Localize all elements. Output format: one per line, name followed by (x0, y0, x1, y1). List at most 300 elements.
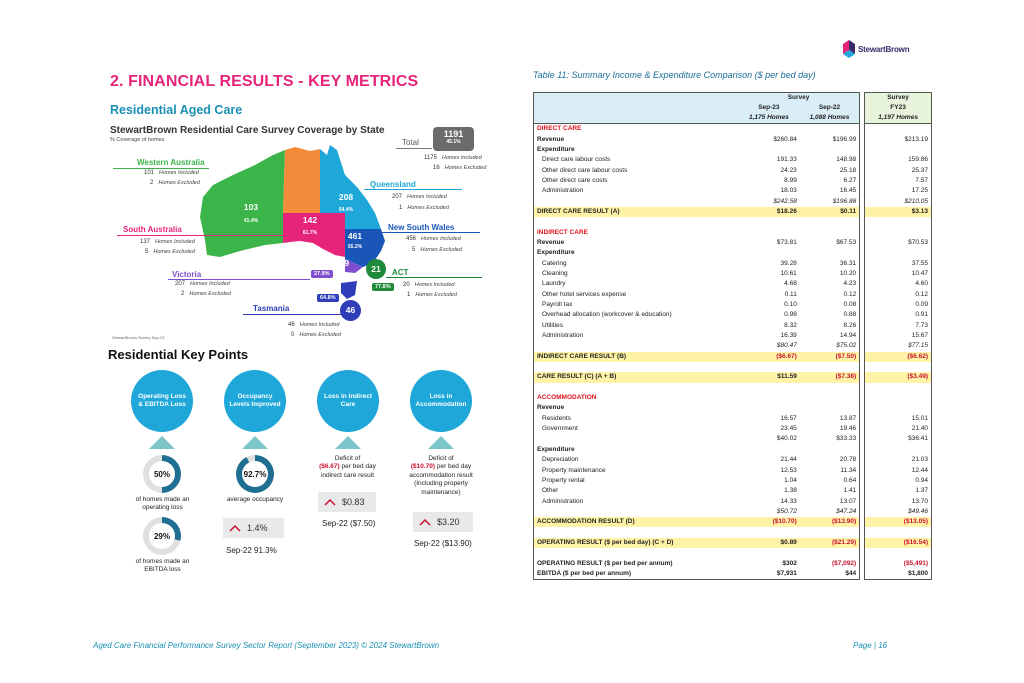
row-value: 13.07 (800, 496, 860, 506)
row-label: Administration (534, 496, 738, 506)
tas-excluded: 0 Homes Excluded (291, 332, 341, 338)
row-value (800, 403, 860, 413)
page-number: Page | 16 (853, 641, 888, 650)
row-value: $1,800 (865, 569, 932, 580)
row-value (865, 124, 932, 135)
row-value: 21.40 (865, 424, 932, 434)
qld-pct: 64.4% (338, 207, 354, 213)
row-value: 7.73 (865, 321, 932, 331)
row-value: ($21.29) (800, 538, 860, 548)
nsw-label: New South Wales (388, 223, 455, 232)
row-label: ACCOMMODATION (534, 393, 738, 403)
row-label: Expenditure (534, 145, 738, 155)
row-label: Laundry (534, 279, 738, 289)
kp-accommodation-prev: Sep-22 ($13.90) (414, 539, 472, 548)
row-label: OPERATING RESULT ($ per bed per annum) (534, 558, 738, 568)
row-value (738, 124, 800, 135)
summary-income-expenditure-table (533, 92, 932, 580)
sa-label: South Australia (123, 225, 182, 234)
row-label: Depreciation (534, 455, 738, 465)
row-value (865, 548, 932, 558)
table-row (534, 341, 932, 351)
row-value: 4.68 (784, 280, 797, 288)
trend-up-icon (229, 524, 241, 532)
sa-included: 137 Homes Included (140, 239, 195, 245)
kp-accommodation-deficit: Deficit of ($10.70) per bed day accommodation result (Including property maintenance) (409, 455, 473, 496)
kp-occupancy-ring: 92.7% (236, 455, 274, 493)
kp-arrow-icon (149, 436, 175, 449)
kp-indirect-care-change: $0.83 (318, 492, 376, 512)
table-row (534, 434, 932, 444)
row-value: 8.32 (784, 321, 797, 329)
row-label: Property rental (534, 476, 738, 486)
row-label: ACCOMMODATION RESULT (D) (534, 517, 738, 527)
row-value: 0.12 (865, 290, 932, 300)
row-value: 39.28 (780, 259, 797, 267)
row-value (738, 393, 800, 403)
row-value: 12.44 (865, 465, 932, 475)
row-value: 14.33 (780, 497, 797, 505)
table-header-row-1: Survey Survey (534, 93, 932, 104)
row-value: 0.88 (800, 310, 860, 320)
row-value (800, 548, 860, 558)
table-row (534, 476, 932, 486)
row-label: DIRECT CARE (534, 124, 738, 135)
vic-excluded: 2 Homes Excluded (181, 291, 231, 297)
row-value: $70.53 (865, 238, 932, 248)
row-value (865, 217, 932, 227)
row-value (865, 445, 932, 455)
row-value: $11.59 (738, 372, 800, 382)
table-row (534, 269, 932, 279)
row-value (865, 383, 932, 393)
table-row (534, 527, 932, 537)
row-value: 16.57 (780, 414, 797, 422)
row-value: ($7,092) (800, 558, 860, 568)
row-value (738, 445, 800, 455)
row-value: 0.08 (800, 300, 860, 310)
nsw-pct: 55.2% (347, 244, 363, 250)
table-row (534, 207, 932, 217)
trend-up-icon (324, 498, 336, 506)
row-value: ($13.05) (865, 517, 932, 527)
sa-line (117, 235, 287, 236)
row-value: 0.94 (865, 476, 932, 486)
table-row (534, 217, 932, 227)
kp-ebitda-loss-text: of homes made an EBITDA loss (135, 558, 190, 574)
row-label: Payroll tax (534, 300, 738, 310)
row-value (800, 248, 860, 258)
tas-badge: 46 (340, 300, 361, 321)
act-included: 20 Homes Included (403, 282, 455, 288)
row-value: $44 (800, 569, 860, 580)
act-excluded: 1 Homes Excluded (407, 292, 457, 298)
row-value: 4.60 (865, 279, 932, 289)
kp-indirect-care-circle: Loss in Indirect Care (317, 370, 379, 432)
row-value: ($5,491) (865, 558, 932, 568)
row-value (738, 217, 800, 227)
row-value (865, 145, 932, 155)
row-label (534, 196, 738, 206)
row-value: $3.13 (865, 207, 932, 217)
row-value: 25.18 (800, 165, 860, 175)
sa-count: 142 (302, 215, 318, 225)
vic-line (168, 279, 310, 280)
row-label: Cleaning (534, 269, 738, 279)
row-value (800, 383, 860, 393)
row-value: $49.46 (865, 507, 932, 517)
row-label: INDIRECT CARE (534, 227, 738, 237)
trend-up-icon (419, 518, 431, 526)
row-value: 21.03 (865, 455, 932, 465)
row-value: 37.55 (865, 258, 932, 268)
row-value: 0.91 (865, 310, 932, 320)
table-row (534, 145, 932, 155)
table-row (534, 124, 932, 135)
table-row (534, 134, 932, 144)
kp-occupancy-circle: Occupancy Levels Improved (224, 370, 286, 432)
row-value: 0.09 (865, 300, 932, 310)
wa-excluded: 2 Homes Excluded (150, 180, 200, 186)
table-row (534, 238, 932, 248)
row-label: Government (534, 424, 738, 434)
table-row (534, 352, 932, 362)
row-value: 6.27 (800, 176, 860, 186)
kp-indirect-care-deficit: Deficit of ($6.67) per bed day indirect care result (319, 455, 376, 479)
row-label (534, 527, 738, 537)
row-value: 14.94 (800, 331, 860, 341)
vic-included: 207 Homes Included (175, 281, 230, 287)
row-value (800, 124, 860, 135)
row-value: 16.39 (780, 332, 797, 340)
row-label (534, 217, 738, 227)
nsw-excluded: 5 Homes Excluded (412, 247, 462, 253)
vic-count: 209 (334, 258, 350, 268)
row-value: 13.87 (800, 414, 860, 424)
row-value: 21.44 (780, 456, 797, 464)
qld-line (364, 189, 462, 190)
tas-pct-badge: 64.8% (317, 294, 339, 302)
coverage-note: % Coverage of homes (110, 137, 165, 143)
row-label: OPERATING RESULT ($ per bed day) (C + D) (534, 538, 738, 548)
map-source: StewartBrown Survey Sep-23 (112, 335, 165, 340)
row-value: 191.33 (776, 156, 797, 164)
row-value: 36.31 (800, 258, 860, 268)
vic-pct-badge: 27.9% (311, 270, 333, 278)
total-label: Total (402, 138, 419, 147)
wa-line (113, 168, 209, 169)
row-label: Property maintenance (534, 465, 738, 475)
row-value: $80.47 (776, 342, 797, 350)
row-value: $75.02 (800, 341, 860, 351)
row-value: $210.05 (865, 196, 932, 206)
table-row (534, 507, 932, 517)
table-row (534, 196, 932, 206)
qld-excluded: 1 Homes Excluded (399, 205, 449, 211)
row-value (738, 362, 800, 372)
row-label: Administration (534, 186, 738, 196)
row-value: $196.88 (800, 196, 860, 206)
row-label: Other direct care labour costs (534, 165, 738, 175)
table-row (534, 310, 932, 320)
row-value: ($10.70) (738, 517, 800, 527)
kp-operating-loss-text: of homes made an operating loss (135, 496, 190, 512)
row-value: 1.04 (784, 476, 797, 484)
total-badge: 1191 45.1% (433, 127, 474, 151)
row-value (865, 393, 932, 403)
row-value (738, 248, 800, 258)
total-included: 1175 Homes Included (424, 155, 482, 161)
row-value: $77.15 (865, 341, 932, 351)
nsw-included: 456 Homes Included (406, 236, 461, 242)
row-value: 20.78 (800, 455, 860, 465)
kp-arrow-icon (335, 436, 361, 449)
table-row (534, 383, 932, 393)
table-row (534, 279, 932, 289)
table-header-row-3: 1,175 Homes 1,088 Homes 1,197 Homes (534, 113, 932, 124)
table-row (534, 186, 932, 196)
row-value: 10.61 (780, 269, 797, 277)
qld-label: Queensland (370, 180, 416, 189)
kp-arrow-icon (428, 436, 454, 449)
kp-occupancy-prev: Sep-22 91.3% (226, 546, 277, 555)
act-label: ACT (392, 268, 409, 277)
table-row (534, 227, 932, 237)
row-value (800, 362, 860, 372)
tas-label: Tasmania (253, 304, 290, 313)
table-row (534, 414, 932, 424)
row-value: $0.89 (738, 538, 800, 548)
row-value: 1.38 (784, 487, 797, 495)
row-label: Catering (534, 258, 738, 268)
row-label: Other hotel services expense (534, 290, 738, 300)
table-row (534, 558, 932, 568)
tas-included: 46 Homes Included (288, 322, 340, 328)
row-value: $67.53 (800, 238, 860, 248)
row-value: 10.47 (865, 269, 932, 279)
row-value: 10.20 (800, 269, 860, 279)
row-value: $47.24 (800, 507, 860, 517)
row-value: $36.41 (865, 434, 932, 444)
row-value: 0.11 (784, 290, 797, 298)
row-value: 17.25 (865, 186, 932, 196)
nsw-count: 461 (347, 231, 363, 241)
table-row (534, 176, 932, 186)
table-row (534, 538, 932, 548)
row-value: $260.84 (773, 135, 797, 143)
row-value: $18.26 (738, 207, 800, 217)
table-row (534, 455, 932, 465)
vic-label: Victoria (172, 270, 202, 279)
row-value (865, 227, 932, 237)
company-logo (843, 40, 909, 58)
kp-indirect-care-prev: Sep-22 ($7.50) (322, 519, 376, 528)
row-value: $302 (782, 559, 797, 567)
table-row (534, 362, 932, 372)
qld-included: 207 Homes Included (392, 194, 447, 200)
row-value: $0.11 (800, 207, 860, 217)
row-value: 1.41 (800, 486, 860, 496)
table-row (534, 486, 932, 496)
row-value: 8.26 (800, 321, 860, 331)
table-row (534, 445, 932, 455)
row-label (534, 383, 738, 393)
row-label: EBITDA ($ per bed per annum) (534, 569, 738, 580)
row-value (738, 145, 800, 155)
table-row (534, 393, 932, 403)
row-label (534, 434, 738, 444)
row-value: ($7.38) (800, 372, 860, 382)
wa-count: 103 (243, 202, 259, 212)
row-value: 18.03 (780, 187, 797, 195)
row-value: 15.01 (865, 414, 932, 424)
kp-occupancy-change: 1.4% (223, 518, 284, 538)
row-label: Other direct care costs (534, 176, 738, 186)
row-value (800, 217, 860, 227)
map-northern-territory (283, 147, 320, 213)
section-subtitle: Residential Aged Care (110, 103, 243, 117)
row-label: Other (534, 486, 738, 496)
row-label: Revenue (534, 403, 738, 413)
row-value (738, 527, 800, 537)
row-value: $7,931 (738, 569, 800, 580)
row-label (534, 507, 738, 517)
row-label: Residents (534, 414, 738, 424)
row-value: 19.46 (800, 424, 860, 434)
row-value (738, 403, 800, 413)
row-value: $33.33 (800, 434, 860, 444)
page-title: 2. FINANCIAL RESULTS - KEY METRICS (110, 73, 419, 90)
table-row (534, 248, 932, 258)
table-row (534, 403, 932, 413)
table-row (534, 424, 932, 434)
table-row (534, 300, 932, 310)
table-row (534, 496, 932, 506)
key-points-title: Residential Key Points (108, 347, 249, 362)
row-value: 13.70 (865, 496, 932, 506)
row-label: CARE RESULT (C) (A + B) (534, 372, 738, 382)
act-badge: 21 (366, 259, 386, 279)
kp-ebitda-loss-ring: 29% (143, 517, 181, 555)
sa-pct: 61.7% (302, 230, 318, 236)
row-label (534, 362, 738, 372)
table-row (534, 331, 932, 341)
total-excluded: 16 Homes Excluded (433, 165, 487, 171)
row-value (800, 527, 860, 537)
row-value (865, 527, 932, 537)
table-row (534, 569, 932, 580)
row-value: 25.37 (865, 165, 932, 175)
row-label (534, 341, 738, 351)
row-value: 148.98 (800, 155, 860, 165)
kp-accommodation-circle: Loss in Accommodation (410, 370, 472, 432)
row-value: ($6.67) (738, 352, 800, 362)
row-value (865, 362, 932, 372)
row-value: 11.34 (800, 465, 860, 475)
table-caption: Table 11: Summary Income & Expenditure Comparison ($ per bed day) (533, 70, 816, 80)
sa-excluded: 5 Homes Excluded (145, 249, 195, 255)
row-value: 0.10 (784, 301, 797, 309)
map-tasmania (341, 281, 357, 299)
row-label: Utilities (534, 321, 738, 331)
wa-pct: 41.4% (243, 218, 259, 224)
row-value: 8.99 (784, 176, 797, 184)
table-header-row-2: Sep-23 Sep-22 FY23 (534, 103, 932, 113)
row-value (738, 383, 800, 393)
qld-count: 208 (338, 192, 354, 202)
row-value (800, 393, 860, 403)
row-value: 7.57 (865, 176, 932, 186)
row-value (865, 403, 932, 413)
kp-operating-loss-ring: 50% (143, 455, 181, 493)
kp-accommodation-change: $3.20 (413, 512, 473, 532)
row-value (800, 145, 860, 155)
row-label: Expenditure (534, 248, 738, 258)
row-value: $40.02 (776, 435, 797, 443)
row-label: Overhead allocation (workcover & education) (534, 310, 738, 320)
row-value: 24.23 (780, 166, 797, 174)
row-value (800, 227, 860, 237)
row-value: 23.45 (780, 425, 797, 433)
row-value: $213.19 (865, 134, 932, 144)
table-row (534, 465, 932, 475)
row-value (865, 248, 932, 258)
logo-text: StewartBrown (858, 44, 910, 54)
table-row (534, 517, 932, 527)
table-row (534, 155, 932, 165)
footer-text: Aged Care Financial Performance Survey Sector Report (September 2023) © 2024 StewartBrown (93, 641, 440, 650)
row-label: Administration (534, 331, 738, 341)
act-line (386, 277, 482, 278)
row-label (534, 548, 738, 558)
wa-included: 101 Homes Included (144, 170, 199, 176)
tas-line (243, 314, 341, 315)
row-value: 0.98 (784, 311, 797, 319)
table-row (534, 290, 932, 300)
nsw-line (380, 232, 480, 233)
row-label: Direct care labour costs (534, 155, 738, 165)
row-value: ($3.49) (865, 372, 932, 382)
row-value: 159.86 (865, 155, 932, 165)
row-value: 16.45 (800, 186, 860, 196)
row-value: 1.37 (865, 486, 932, 496)
coverage-title: StewartBrown Residential Care Survey Coverage by State (110, 125, 385, 136)
row-value: 0.64 (800, 476, 860, 486)
row-value: 4.23 (800, 279, 860, 289)
table-row (534, 372, 932, 382)
row-value: $50.72 (776, 507, 797, 515)
table-row (534, 165, 932, 175)
row-value: ($6.62) (865, 352, 932, 362)
kp-arrow-icon (242, 436, 268, 449)
row-value: 0.12 (800, 290, 860, 300)
table-row (534, 321, 932, 331)
row-value: 12.53 (780, 466, 797, 474)
row-value: ($16.54) (865, 538, 932, 548)
row-label: Revenue (534, 238, 738, 248)
row-value: $242.58 (773, 197, 797, 205)
row-value: ($7.50) (800, 352, 860, 362)
kp-occupancy-text: average occupancy (226, 496, 284, 503)
logo-mark-icon (843, 40, 855, 58)
act-pct-badge: 77.8% (372, 283, 394, 291)
row-value: 15.67 (865, 331, 932, 341)
kp-operating-loss-circle: Operating Loss & EBITDA Loss (131, 370, 193, 432)
row-label: DIRECT CARE RESULT (A) (534, 207, 738, 217)
row-value: ($13.90) (800, 517, 860, 527)
row-value (800, 445, 860, 455)
table-row (534, 258, 932, 268)
